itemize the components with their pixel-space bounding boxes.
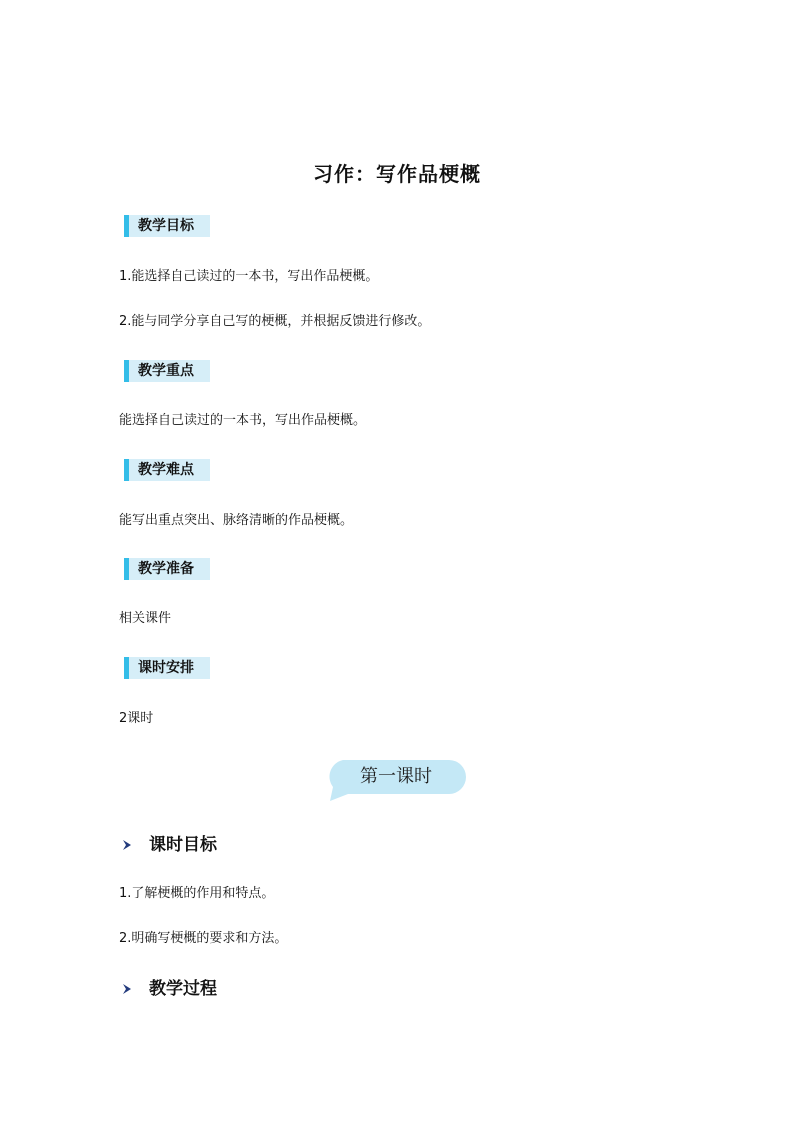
schedule-text: 2课时 (119, 711, 154, 726)
lesson-goal-item-2: 2.明确写梗概的要求和方法。 (119, 931, 288, 946)
section-label-preparation: 教学准备 (124, 558, 210, 580)
lesson-banner-title: 第一课时 (360, 766, 432, 787)
goal-item-1: 1.能选择自己读过的一本书，写出作品梗概。 (119, 269, 379, 284)
chevron-right-icon (121, 839, 133, 851)
lesson-goals-heading: 课时目标 (149, 835, 217, 855)
section-label-difficulties: 教学难点 (124, 459, 210, 481)
goal-item-2: 2.能与同学分享自己写的梗概，并根据反馈进行修改。 (119, 314, 431, 329)
document-title: 习作：写作品梗概 (313, 162, 481, 186)
preparation-text: 相关课件 (119, 611, 172, 626)
chevron-right-icon (121, 983, 133, 995)
section-label-key-points: 教学重点 (124, 360, 210, 382)
section-label-schedule: 课时安排 (124, 657, 210, 679)
section-label-goals: 教学目标 (124, 215, 210, 237)
lesson-goal-item-1: 1.了解梗概的作用和特点。 (119, 886, 275, 901)
key-points-text: 能选择自己读过的一本书，写出作品梗概。 (119, 413, 367, 428)
process-heading: 教学过程 (149, 979, 217, 999)
difficulties-text: 能写出重点突出、脉络清晰的作品梗概。 (119, 513, 354, 528)
